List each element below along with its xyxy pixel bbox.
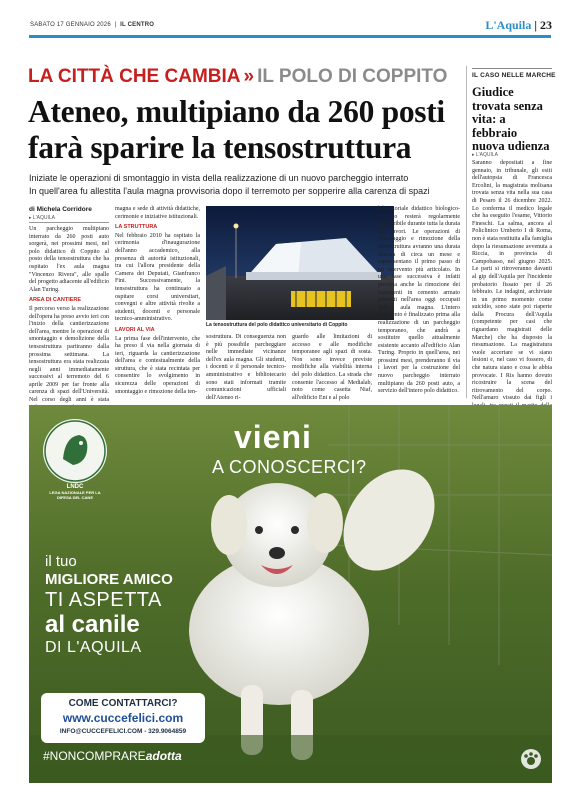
newspaper-name: IL CENTRO <box>120 22 155 28</box>
page-header-section: L'Aquila | 23 <box>485 18 552 32</box>
page-number: 23 <box>540 18 552 32</box>
kicker-separator: » <box>243 66 255 87</box>
ad-conoscerci: A CONOSCERCI? <box>212 457 367 477</box>
kicker-secondary: IL POLO DI COPPITO <box>257 66 448 87</box>
contact-email-phone[interactable]: INFO@CUCCEFELICI.COM - 329.9064859 <box>59 728 187 735</box>
paragraph: sostruttura. Di conseguenza non è più possibile parcheggiare nelle immediate vicinanze dell'ex aula magna. Gli studenti, i docenti e il personale tecnico-amministrativo e bibliotecario sono stati informati tramite comunicazioni ufficiali dell'Ateneo ri- <box>206 334 286 401</box>
sidebar-dateline: L'AQUILA <box>475 152 498 158</box>
ad-vieni: vieni <box>234 419 312 455</box>
paragraph: magna e sede di attività didattiche, cerimonie e iniziative istituzionali. <box>115 206 200 220</box>
page-header-date: SABATO 17 GENNAIO 2026 | IL CENTRO <box>30 22 155 28</box>
byline-place: ▸ L'AQUILA <box>29 215 55 221</box>
ad-ti-aspetta: TI ASPETTA <box>45 589 162 611</box>
ad-al-canile: al canile <box>45 611 140 638</box>
lndc-logo-text <box>43 485 107 500</box>
paragraph: laboratoriale didattico biologico-chimico resterà regolarmente percorribile durante tutta la durata dei lavori. Le operazioni di smontaggio e rimozione della tensostruttura avranno una durata stimata di circa un mese e rappresentano il primo passo di un intervento più articolato. In una fase successiva è infatti prevista anche la rimozione dei basamenti in cemento armato presenti nell'area oggi occupati dall'ex aula magna. L'intero intervento è finalizzato prima alla realizzazione di un parcheggio temporaneo, che andrà a sostituire quello attualmente esistente accanto all'edificio Alan Turing. Proprio in quell'area, nei prossimi mesi, prenderanno il via i lavori per la costruzione del nuovo parcheggio interrato multipiano da 260 posti auto, a servizio dell'intero polo didattico. <box>378 206 460 395</box>
advertisement-canile <box>29 405 552 783</box>
paw-icon <box>521 749 541 769</box>
paragraph: La prima fase dell'intervento, che ha preso il via nella giornata di ieri, riguarda la cantierizzazione dell'area e contestualmente della struttura, che è stata recintata per consentire lo svolgimento in sicurezza delle operazioni di smontaggio e rimozione della ten- <box>115 335 200 395</box>
hashtag-bold: adotta <box>145 749 182 763</box>
byline: di Michela Corridore <box>29 206 92 213</box>
article-kicker <box>28 66 447 88</box>
ad-il-tuo: il tuo <box>45 553 77 570</box>
column-2 <box>115 206 200 396</box>
column-divider <box>466 66 467 398</box>
column-4 <box>292 334 372 402</box>
kicker-main: LA CITTÀ CHE CAMBIA <box>28 66 241 87</box>
dog-logo-icon <box>43 419 107 483</box>
deck-line-2: In quell'area fu allestita l'aula magna provvisoria dopo il terremoto per sopperire alla carenza di spazi <box>29 186 430 196</box>
paragraph: Saranno depositati a fine gennaio, in tribunale, gli esiti dell'autopsia di Francesca Ercolini, la magistrata molisana trovata senza vita nella sua casa di Pesaro il 26 dicembre 2022. Lo conferma il medico legale che ha eseguito l'esame, Vittorio Fineschi. La salma, ancora al Policlinico Umberto I di Roma, non è stata restituita alla famiglia dopo la riesumazione avvenuta a Riccia, in provincia di Campobasso, nel giugno 2025. Le parti si ritroveranno davanti al gip dell'Aquila per l'incidente probatorio fissato per il 26 febbraio. Le indagini, archiviate in un primo momento come suicidio, sono state poi riaperte dalla Procura dell'Aquila (competente per casi che riguardano magistrati delle Marche) che ha disposto la riesumazione. La magistratura vuole accertare se vi siano lesioni e, nel caso vi fossero, di che natura siano e cosa le abbia provocate. I Ris hanno dovuto ricostruire la scena del ritrovamento del corpo. Nell'amaro vissuto dai figli i <box>472 160 552 402</box>
logo-caption: LEGA NAZIONALE PER LA DIFESA DEL CANE <box>49 490 101 500</box>
article-deck <box>29 172 469 198</box>
ad-hashtag <box>43 749 182 763</box>
sidebar-title: Giudice trovata senza vita: a febbraio nuova udienza <box>472 85 550 153</box>
paragraph: Nel febbraio 2010 ha ospitato la cerimonia d'inaugurazione dell'anno accademico, alla presenza di autorità istituzionali, tra cui l'allora presidente della Camera dei Deputati, Gianfranco Fini. Successivamente, la tensostruttura ha continuato a ospitare corsi universitari, convegni e altre attività rivolte a studenti, docenti e personale tecnico-amministrativo. <box>115 232 200 323</box>
sidebar-rule <box>472 68 552 69</box>
article-headline <box>28 94 468 166</box>
sidebar-place: ▸ L'AQUILA <box>472 152 498 158</box>
lndc-logo <box>43 419 107 483</box>
sidebar-kicker: IL CASO NELLE MARCHE <box>472 72 556 79</box>
logo-brand: LNDC <box>66 484 84 490</box>
subheading: AREA DI CANTIERE <box>29 297 82 304</box>
ad-contact-box <box>41 693 205 743</box>
subheading: LA STRUTTURA <box>115 224 158 231</box>
paragraph: guardo alle limitazioni di accesso e alle modifiche temporanee agli spazi di sosta. Non sono invece previste modifiche alla viabilità interna del polo didattico. La strada che consente l'accesso al Medialab, noto come casetta Niaf, all'edificio Eni e al polo <box>292 334 372 401</box>
column-3 <box>206 334 286 402</box>
paragraph: Il percorso verso la realizzazione dell'opera ha preso avvio ieri con l'inizio della cantierizzazione dell'area, mentre le operazioni di smontaggio e demolizione della tensostruttura partiranno dalla prossima settimana. La tensostruttura era stata realizzata negli anni immediatamente successivi al terremoto del 6 aprile 2009 per far fronte alla carenza di spazi dell'Università. Nel corso degli anni è stata <box>29 305 109 404</box>
section-city: L'Aquila <box>485 18 532 32</box>
contact-website[interactable]: www.cuccefelici.com <box>62 711 184 725</box>
paragraph: Un parcheggio multipiano interrato da 260 posti auto sorgerà, nei prossimi mesi, nel polo didattico di Coppito al posto della tensostruttura che ha ospitato l'ex aula magna "Vincenzo Rivera", alle spalle del progetto adiacente all'edificio Alan Turing. <box>29 226 109 293</box>
column-1 <box>29 226 109 412</box>
article-photo <box>206 206 394 320</box>
deck-line-1: Iniziate le operazioni di smontaggio in vista della realizzazione di un nuovo parcheggio interrato <box>29 173 409 183</box>
headline-line-2: farà sparire la tensostruttura <box>28 130 412 165</box>
photo-caption: La tensostruttura del polo didattico universitario di Coppito <box>206 322 348 328</box>
column-5 <box>378 206 460 396</box>
contact-question: COME CONTATTARCI? <box>68 698 178 709</box>
dateline: L'AQUILA <box>32 215 55 221</box>
byline-rule <box>29 222 109 223</box>
tensostruttura-photo <box>206 206 394 320</box>
issue-date: SABATO 17 GENNAIO 2026 <box>30 22 111 28</box>
subheading: LAVORI AL VIA <box>115 326 155 333</box>
ad-migliore-amico: MIGLIORE AMICO <box>45 571 173 588</box>
header-rule <box>29 35 551 38</box>
hashtag-main: #NONCOMPRARE <box>43 749 146 763</box>
ad-dilaquila: DI L'AQUILA <box>45 639 142 656</box>
headline-line-1: Ateneo, multipiano da 260 posti <box>28 94 445 129</box>
